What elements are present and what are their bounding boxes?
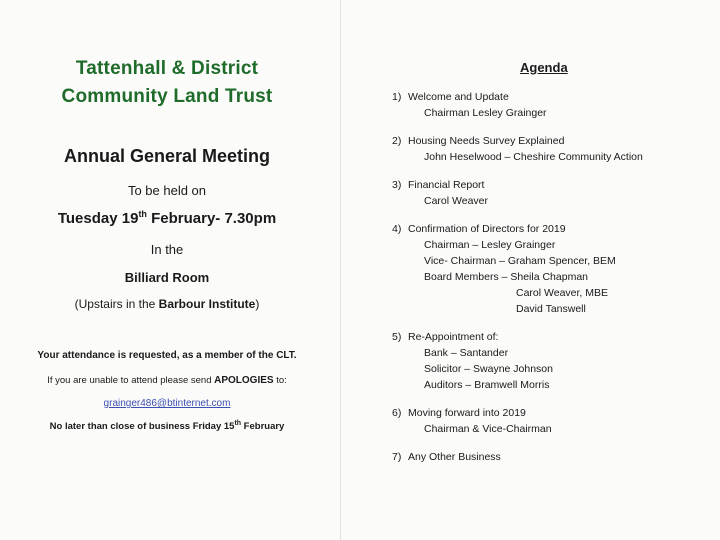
agenda-item-number: 6) <box>392 407 402 419</box>
in-the-text: In the <box>150 242 184 257</box>
date-sup: th <box>138 209 147 219</box>
date-prefix: Tuesday 19 <box>57 210 139 227</box>
agenda-item-3 <box>392 179 484 191</box>
agenda-item-3-detail-1: Carol Weaver <box>424 195 488 207</box>
agenda-item-4-detail-3: Board Members – Sheila Chapman <box>424 271 589 283</box>
agenda-item-6-detail-1: Chairman & Vice-Chairman <box>424 423 552 435</box>
agenda-item-number: 7) <box>392 451 402 463</box>
agenda-item-title: Moving forward into 2019 <box>408 407 526 419</box>
venue-suffix: ) <box>255 297 260 311</box>
attendance-request: Your attendance is requested, as a member of the CLT. <box>37 350 297 361</box>
agenda-item-number: 2) <box>392 135 402 147</box>
agenda-item-4-detail-4: Carol Weaver, MBE <box>516 287 609 299</box>
agenda-item-number: 5) <box>392 331 402 343</box>
apologies-prefix: If you are unable to attend please send <box>47 375 215 386</box>
org-name-line1: Tattenhall & District <box>75 58 259 79</box>
agenda-item-number: 4) <box>392 223 402 235</box>
contact-email-link[interactable]: grainger486@btinternet.com <box>103 398 231 409</box>
deadline-suffix: February <box>241 421 285 433</box>
agenda-heading: Agenda <box>520 60 568 75</box>
apologies-deadline <box>0 420 334 432</box>
agenda-item-5-detail-3: Auditors – Bramwell Morris <box>424 379 550 391</box>
agenda-item-4 <box>392 223 566 235</box>
apologies-word: APOLOGIES <box>214 375 274 386</box>
apologies-instruction <box>0 375 334 386</box>
agenda-item-4-detail-5: David Tanswell <box>516 303 586 315</box>
org-name-line2: Community Land Trust <box>61 86 273 107</box>
agenda-panel <box>350 0 720 540</box>
apologies-suffix: to: <box>273 375 287 386</box>
meeting-room: Billiard Room <box>124 270 210 285</box>
agenda-item-1 <box>392 91 509 103</box>
agenda-item-title: Welcome and Update <box>408 91 509 103</box>
venue-note <box>0 297 334 311</box>
agenda-item-title: Re-Appointment of: <box>408 331 499 343</box>
agenda-item-5-detail-1: Bank – Santander <box>424 347 509 359</box>
agenda-item-1-detail-1: Chairman Lesley Grainger <box>424 107 547 119</box>
meeting-date <box>0 209 334 227</box>
meeting-title: Annual General Meeting <box>63 146 271 166</box>
held-on-text: To be held on <box>127 183 207 198</box>
agenda-item-7 <box>392 451 501 463</box>
venue-name: Barbour Institute <box>158 297 256 311</box>
left-panel <box>0 0 340 540</box>
agenda-item-2 <box>392 135 564 147</box>
agenda-item-6 <box>392 407 526 419</box>
deadline-prefix: No later than close of business Friday 15 <box>49 421 235 433</box>
agenda-item-number: 3) <box>392 179 402 191</box>
venue-prefix: (Upstairs in the <box>74 297 159 311</box>
agenda-item-5 <box>392 331 498 343</box>
agenda-item-2-detail-1: John Heselwood – Cheshire Community Action <box>424 151 643 163</box>
date-suffix: February- 7.30pm <box>146 210 277 227</box>
deadline-sup: th <box>234 420 242 427</box>
agenda-item-title: Any Other Business <box>408 451 501 463</box>
agenda-item-5-detail-2: Solicitor – Swayne Johnson <box>424 363 553 375</box>
agenda-item-4-detail-2: Vice- Chairman – Graham Spencer, BEM <box>424 255 616 267</box>
agenda-item-title: Housing Needs Survey Explained <box>408 135 565 147</box>
agenda-item-title: Financial Report <box>408 179 485 191</box>
page-fold-divider <box>340 0 341 540</box>
agenda-item-number: 1) <box>392 91 402 103</box>
agenda-item-4-detail-1: Chairman – Lesley Grainger <box>424 239 556 251</box>
agenda-item-title: Confirmation of Directors for 2019 <box>408 223 566 235</box>
